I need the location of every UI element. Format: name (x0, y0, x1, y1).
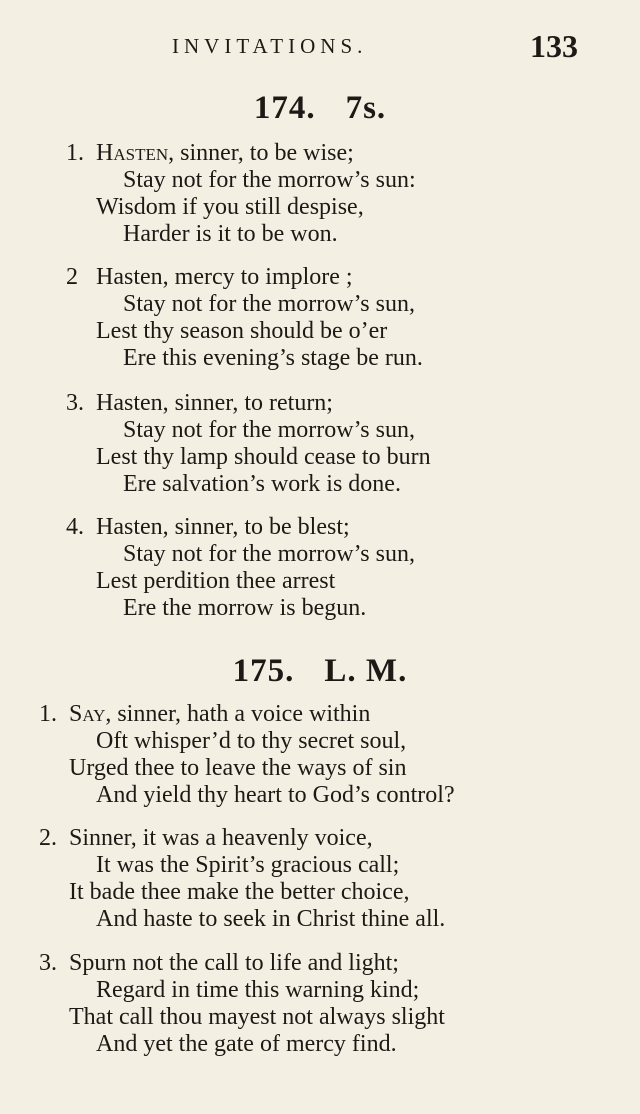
stanza-174-4 (66, 514, 415, 622)
stanza-line: And haste to seek in Christ thine all. (96, 906, 446, 932)
line-text: Sinner, it was a heavenly voice, (69, 825, 373, 851)
stanza-line: Regard in time this warning kind; (96, 977, 420, 1003)
stanza-174-3 (66, 390, 431, 498)
line-text: Hasten, sinner, to return; (96, 390, 333, 416)
hymn-heading-175 (0, 653, 640, 690)
hymn-number: 174. (253, 90, 316, 126)
hymn-number: 175. (232, 653, 295, 689)
stanza-line: Ere salvation’s work is done. (123, 471, 401, 497)
stanza-line: It bade thee make the better choice, (69, 879, 410, 905)
line-text: Hasten, mercy to implore ; (96, 264, 353, 290)
running-title: INVITATIONS. (172, 34, 368, 58)
stanza-line (66, 514, 415, 541)
stanza-line: Stay not for the morrow’s sun: (123, 167, 416, 193)
stanza-line: It was the Spirit’s gracious call; (96, 852, 400, 878)
hymn-meter: L. M. (324, 653, 408, 689)
stanza-line: Stay not for the morrow’s sun, (123, 417, 415, 443)
stanza-number: 4. (66, 514, 84, 540)
stanza-174-2 (66, 264, 423, 372)
stanza-175-3 (39, 950, 445, 1058)
stanza-line: Harder is it to be won. (123, 221, 338, 247)
stanza-line: That call thou mayest not always slight (69, 1004, 445, 1030)
stanza-line (39, 950, 445, 977)
line-text: Hasten, sinner, to be blest; (96, 514, 350, 540)
page-header (0, 28, 640, 68)
stanza-number: 3. (66, 390, 84, 416)
stanza-line (39, 701, 455, 728)
stanza-line: Lest thy lamp should cease to burn (96, 444, 431, 470)
stanza-line: And yield thy heart to God’s control? (96, 782, 455, 808)
hymn-heading-174 (0, 90, 640, 127)
stanza-line: Ere this evening’s stage be run. (123, 345, 423, 371)
stanza-number: 1. (66, 140, 84, 166)
stanza-number: 3. (39, 950, 57, 976)
line-text: Spurn not the call to life and light; (69, 950, 399, 976)
stanza-175-2 (39, 825, 446, 933)
line-text: , sinner, hath a voice within (105, 701, 371, 727)
stanza-line: Lest perdition thee arrest (96, 568, 336, 594)
stanza-175-1 (39, 701, 455, 809)
stanza-line: Stay not for the morrow’s sun, (123, 291, 415, 317)
stanza-line: Lest thy season should be o’er (96, 318, 388, 344)
stanza-line: Urged thee to leave the ways of sin (69, 755, 407, 781)
stanza-line: Stay not for the morrow’s sun, (123, 541, 415, 567)
stanza-line: Ere the morrow is begun. (123, 595, 367, 621)
stanza-line (66, 264, 423, 291)
stanza-line (66, 390, 431, 417)
stanza-number: 2. (39, 825, 57, 851)
stanza-line (39, 825, 445, 852)
stanza-line: And yet the gate of mercy find. (96, 1031, 397, 1057)
stanza-number: 1. (39, 701, 57, 727)
stanza-line (66, 140, 416, 167)
stanza-line: Oft whisper’d to thy secret soul, (96, 728, 407, 754)
line-text: , sinner, to be wise; (168, 140, 354, 166)
stanza-174-1 (66, 140, 416, 248)
page-number: 133 (530, 28, 578, 64)
hymn-meter: 7s. (345, 90, 387, 126)
stanza-line: Wisdom if you still despise, (96, 194, 364, 220)
first-word: Say (69, 701, 106, 727)
stanza-number: 2 (66, 264, 78, 290)
first-word: Hasten (96, 140, 169, 166)
